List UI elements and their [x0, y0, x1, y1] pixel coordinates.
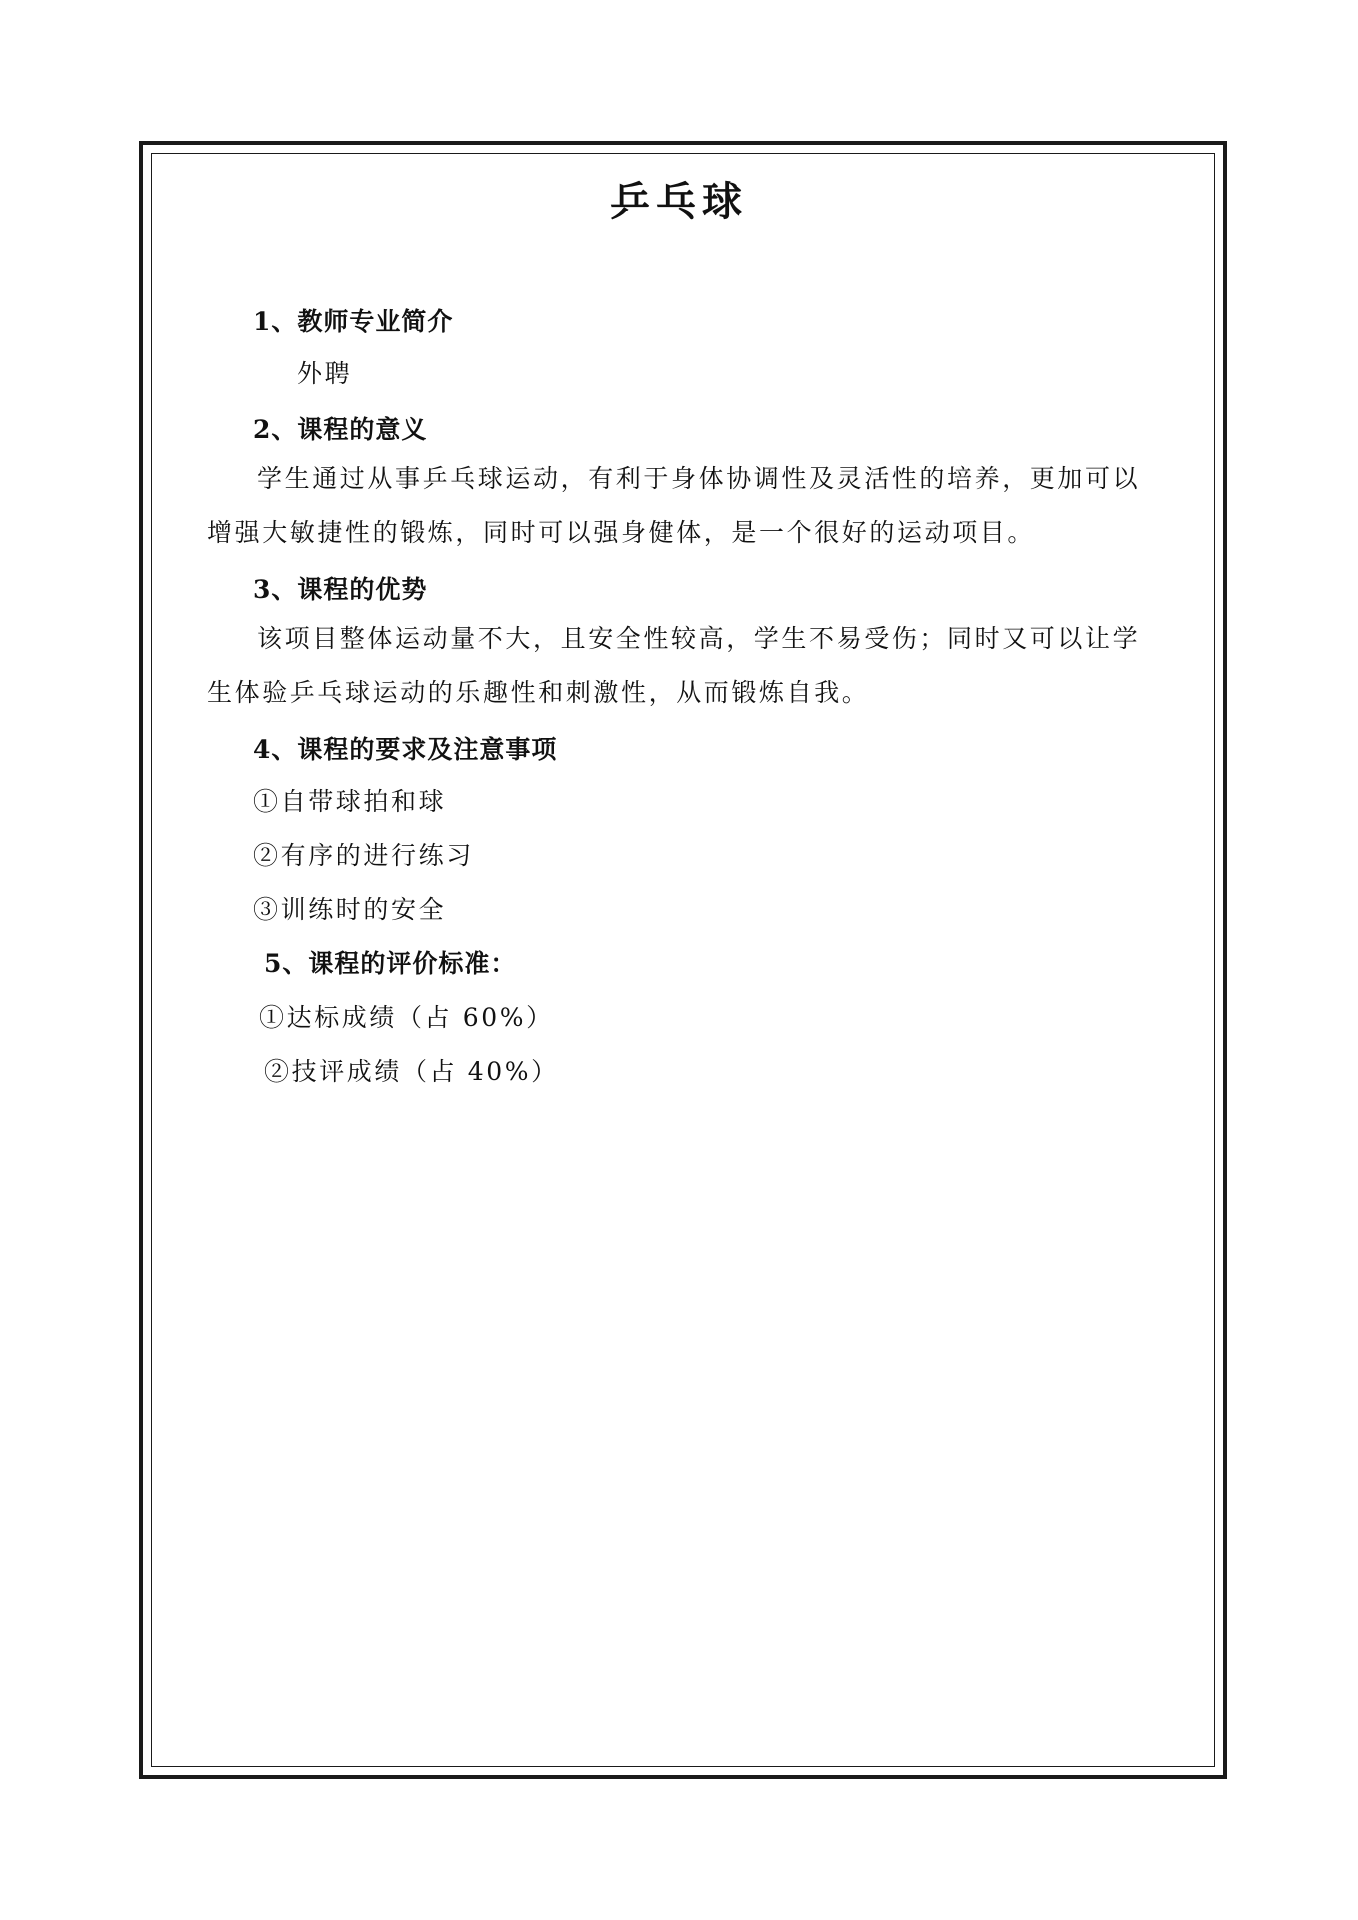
section-5-item: ①达标成绩（占 60%） — [259, 1003, 554, 1032]
section-5-heading: 5、课程的评价标准： — [264, 949, 517, 978]
section-4-heading: 4、课程的要求及注意事项 — [253, 735, 558, 764]
section-4-item: ③训练时的安全 — [253, 895, 447, 924]
section-4-item: ②有序的进行练习 — [253, 841, 474, 870]
section-1-heading: 1、教师专业简介 — [253, 307, 454, 336]
section-4-item: ①自带球拍和球 — [253, 787, 447, 816]
section-2-paragraph: 学生通过从事乒乓球运动，有利于身体协调性及灵活性的培养，更加可以增强大敏捷性的锻炼，同时可以强身健体，是一个很好的运动项目。 — [207, 464, 1141, 547]
section-5-item: ②技评成绩（占 40%） — [264, 1057, 559, 1086]
document-title: 乒乓球 — [610, 178, 748, 225]
section-3-paragraph: 该项目整体运动量不大，且安全性较高，学生不易受伤；同时又可以让学生体验乒乓球运动的乐趣性和刺激性，从而锻炼自我。 — [207, 624, 1141, 707]
section-3-heading: 3、课程的优势 — [253, 575, 428, 604]
section-2-heading: 2、课程的意义 — [253, 415, 428, 444]
section-1-text: 外聘 — [297, 359, 353, 388]
